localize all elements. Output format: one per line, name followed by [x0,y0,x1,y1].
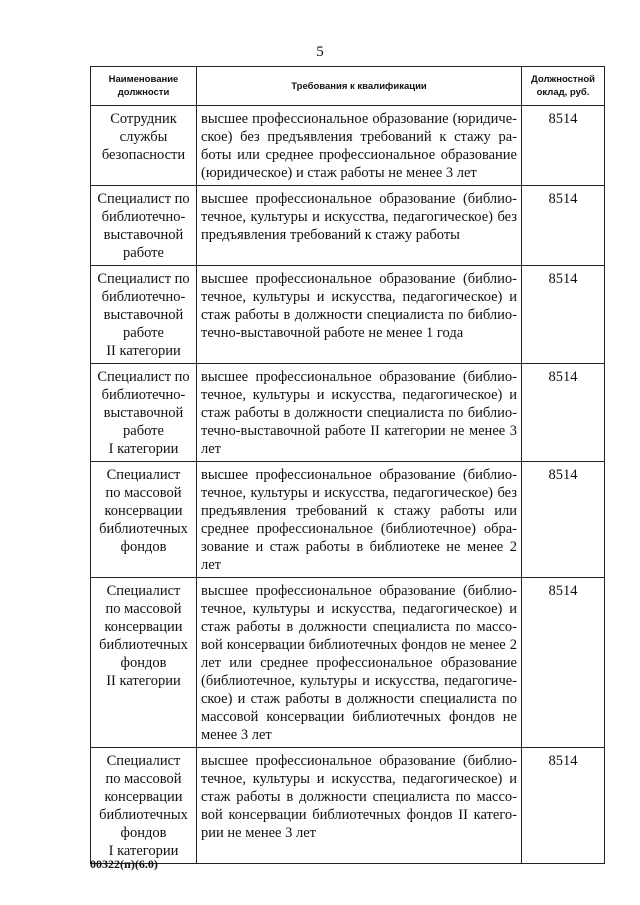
header-position-line: Наименование [108,74,179,85]
requirements-cell: высшее профессиональное образование (библио-течное, культуры и искусства, педагогическое) и стаж работы в должности специалиста по библио-течно-выставочной работе не менее 1 года [197,266,522,364]
position-cell [91,186,197,266]
position-line: библиотечных [99,807,188,823]
table-row [91,748,605,864]
position-line: библиотечных [99,521,188,537]
salary-cell: 8514 [522,364,605,462]
position-line: фондов [120,539,167,555]
position-line: выставочной [103,405,184,421]
position-line: выставочной [103,307,184,323]
position-line: консервации [104,503,183,519]
salary-cell: 8514 [522,186,605,266]
position-line: безопасности [101,147,186,163]
position-line: по массовой [105,601,182,617]
position-line: I категории [108,843,179,859]
position-line: консервации [104,619,183,635]
salary-cell: 8514 [522,266,605,364]
position-line: II категории [106,673,181,689]
position-line: библиотечно- [101,289,186,305]
table-row [91,106,605,186]
position-line: выставочной [103,227,184,243]
position-line: по массовой [105,771,182,787]
table-row [91,578,605,748]
requirements-cell: высшее профессиональное образование (библио-течное, культуры и искусства, педагогическое) и стаж работы в должности специалиста по массо-вой консервации библиотечных фондов не менее 2 лет или среднее профессиональное образование (библиотечное, культуры и искусства, педагогиче-ское) и стаж работы в должности специалиста по массовой консервации библиотечных фондов не менее 3 лет [197,578,522,748]
requirements-cell: высшее профессиональное образование (юридиче-ское) без предъявления требований к стажу ра-боты или среднее профессиональное образование (юридическое) и стаж работы не менее 3 лет [197,106,522,186]
position-line: Специалист [106,467,181,483]
position-line: работе [123,423,164,439]
salary-cell: 8514 [522,748,605,864]
position-line: работе [123,325,164,341]
position-cell [91,106,197,186]
page-number: 5 [316,44,324,60]
position-line: Специалист по [97,271,190,287]
position-line: консервации [104,789,183,805]
position-cell [91,462,197,578]
table-row [91,186,605,266]
header-position-line: должности [117,87,170,98]
position-line: по массовой [105,485,182,501]
table-header-row [91,67,605,106]
table-row [91,364,605,462]
position-cell [91,364,197,462]
position-cell [91,266,197,364]
position-line: Сотрудник [110,111,177,127]
document-code: 00322(п)(6.0) [90,857,158,871]
header-salary [522,67,605,106]
position-line: Специалист по [97,191,190,207]
position-line: библиотечно- [101,209,186,225]
salary-cell: 8514 [522,462,605,578]
requirements-cell: высшее профессиональное образование (библио-течное, культуры и искусства, педагогическое) и стаж работы в должности специалиста по библио-течно-выставочной работе II категории не менее 3 лет [197,364,522,462]
requirements-cell: высшее профессиональное образование (библио-течное, культуры и искусства, педагогическое) и стаж работы в должности специалиста по массо-вой консервации библиотечных фондов II катего-рии не менее 3 лет [197,748,522,864]
position-line: I категории [108,441,179,457]
position-line: Специалист [106,583,181,599]
position-line: службы [119,129,168,145]
salary-cell: 8514 [522,106,605,186]
header-position [91,67,197,106]
qualification-table [90,66,605,864]
position-cell [91,748,197,864]
position-line: библиотечных [99,637,188,653]
table-row [91,462,605,578]
requirements-cell: высшее профессиональное образование (библио-течное, культуры и искусства, педагогическое) без предъявления требований к стажу работы [197,186,522,266]
position-line: II категории [106,343,181,359]
position-cell [91,578,197,748]
salary-cell: 8514 [522,578,605,748]
position-line: Специалист [106,753,181,769]
position-line: фондов [120,825,167,841]
requirements-cell: высшее профессиональное образование (библио-течное, культуры и искусства, педагогическое) без предъявления требований к стажу работы или среднее профессиональное (библиотечное) обра-зование и стаж работы в библиотеке не менее 2 лет [197,462,522,578]
position-line: Специалист по [97,369,190,385]
position-line: работе [123,245,164,261]
header-requirements: Требования к квалификации [197,67,522,106]
table-row [91,266,605,364]
position-line: фондов [120,655,167,671]
position-line: библиотечно- [101,387,186,403]
header-salary-line: оклад, руб. [536,87,590,98]
header-salary-line: Должностной [531,74,595,85]
